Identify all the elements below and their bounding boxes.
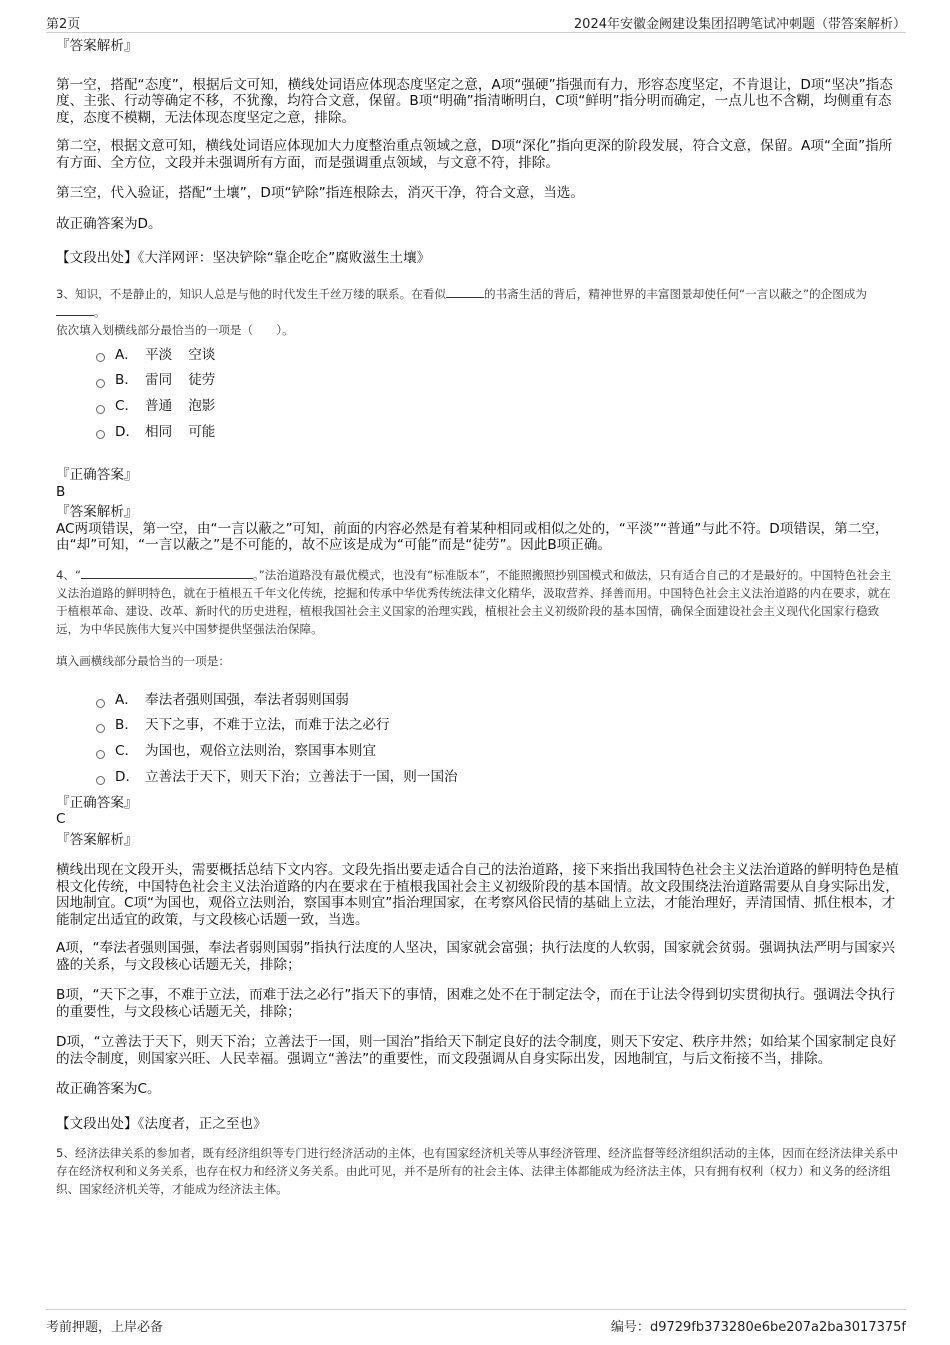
radio-icon[interactable] bbox=[96, 353, 105, 362]
radio-icon[interactable] bbox=[96, 776, 105, 785]
q3-stem: 3、知识，不是静止的，知识人总是与他的时代发生千丝万缕的联系。在看似 的书斋生活的背后，精神世界的丰富图景却使任何“一言以蔽之”的企图成为。 bbox=[56, 286, 867, 319]
q3-answer-title: 『正确答案』 bbox=[56, 467, 138, 484]
q4-answer-title: 『正确答案』 bbox=[56, 794, 138, 811]
question-3 bbox=[56, 285, 902, 554]
q4-analysis-para2: A项，“奉法者强则国强，奉法者弱则国弱”指执行法度的人坚决，国家就会富强；执行法度的人软弱，国家就会贫弱。强调执法严明与国家兴盛的关系，与文段核心话题无关，排除； bbox=[56, 940, 896, 973]
q4-option-d[interactable]: D． 立善法于天下，则天下治；立善法于一国，则一国治 bbox=[96, 765, 902, 791]
q4-analysis-para4: D项，“立善法于天下，则天下治；立善法于一国，则一国治”指给天下制定良好的法令制度，则天下安定、秩序井然；如给某个国家制定良好的法令制度，则国家兴旺、人民幸福。强调立“善法”的重要性，而文段强调从自身实际出发，因地制宜，与后文衔接不当，排除。 bbox=[56, 1034, 897, 1067]
blank-line bbox=[56, 304, 94, 316]
q4-instruction: 填入画横线部分最恰当的一项是： bbox=[56, 653, 230, 668]
q3-analysis: AC两项错误，第一空，由“一言以蔽之”可知，前面的内容必然是有着某种相同或相似之处的，“平淡”“普通”与此不符。D项错误，第二空，由“却”可知，“一言以蔽之”是不可能的，故不应该是成为“可能”而是“徒劳”。因此B项正确。 bbox=[56, 520, 889, 554]
radio-icon[interactable] bbox=[96, 405, 105, 414]
q3-analysis-title: 『答案解析』 bbox=[56, 504, 138, 521]
q3-option-c[interactable]: C． 普通 泡影 bbox=[96, 394, 902, 420]
question-4 bbox=[56, 566, 902, 1132]
document-code: 编号：d9729fb373280e6be207a2ba3017375f bbox=[610, 1320, 906, 1335]
q5-stem: 5、经济法律关系的参加者，既有经济组织等专门进行经济活动的主体，也有国家经济机关等从事经济管理、经济监督等经济组织活动的主体，因而在经济法律关系中存在经济权利和义务关系，也存在权力和经济义务关系。由此可见，并不是所有的社会主体、法律主体都能成为经济法主体，只有拥有权利（权力）和义务的经济组织、国家经济机关等，才能成为经济法主体。 bbox=[56, 1146, 899, 1196]
radio-icon[interactable] bbox=[96, 430, 105, 439]
radio-icon[interactable] bbox=[96, 724, 105, 733]
q4-analysis-para3: B项，“天下之事，不难于立法，而难于法之必行”指天下的事情，困难之处不在于制定法令，而在于让法令得到切实贯彻执行。强调法令执行的重要性，与文段核心话题无关，排除； bbox=[56, 987, 896, 1020]
footer-slogan: 考前押题，上岸必备 bbox=[46, 1320, 164, 1335]
q4-analysis-para1: 横线出现在文段开头，需要概括总结下文内容。文段先指出要走适合自己的法治道路，接下来指出我国特色社会主义法治道路的鲜明特色是植根文化传统，中国特色社会主义法治道路的内在要求在于植根我国社会主义初级阶段的基本国情。故文段围绕法治道路需要从自身实际出发，因地制宜。C项“为国也，观俗立法则治，察国事本则宜”指治理国家，在考察风俗民情的基础上立法，才能治理好，弄清国情、抓住根本，才能制定出适宜的政策，与文段核心话题一致，当选。 bbox=[56, 862, 899, 928]
q4-stem: 4、“ 。”法治道路没有最优模式，也没有“标准版本”，不能照搬照抄别国模式和做法，只有适合自己的才是最好的。中国特色社会主义法治道路的鲜明特色，就在于植根五千年文化传统，挖掘和传承中华优秀传统法律文化精华，汲取营养、择善而用。中国特色社会主义法治道路的内在要求，就在于植根革命、建设、改革、新时代的历史进程，植根我国社会主义国家的治理实践，植根社会主义初级阶段的基本国情，确保全面建设社会主义现代化国家行稳致远，为中华民族伟大复兴中国梦提供坚强法治保障。 bbox=[56, 567, 892, 636]
q3-answer: B bbox=[56, 483, 66, 500]
q3-instruction: 依次填入划横线部分最恰当的一项是（ ）。 bbox=[56, 322, 294, 337]
q2-conclusion: 故正确答案为D。 bbox=[56, 215, 162, 232]
blank-line bbox=[446, 286, 484, 298]
q4-conclusion: 故正确答案为C。 bbox=[56, 1081, 161, 1097]
q2-source: 【文段出处】《大洋网评：坚决铲除“靠企吃企”腐败滋生土壤》 bbox=[56, 250, 431, 266]
q3-option-d[interactable]: D． 相同 可能 bbox=[96, 420, 902, 446]
q2-analysis-title: 『答案解析』 bbox=[56, 38, 138, 54]
radio-icon[interactable] bbox=[96, 379, 105, 388]
page-footer bbox=[46, 1309, 906, 1336]
q4-analysis-title: 『答案解析』 bbox=[56, 831, 138, 848]
document-title: 2024年安徽金阙建设集团招聘笔试冲刺题（带答案解析） bbox=[573, 17, 906, 32]
q2-analysis-para3: 第三空，代入验证，搭配“土壤”，D项“铲除”指连根除去，消灭干净，符合文意，当选。 bbox=[56, 185, 585, 201]
q3-option-b[interactable]: B． 雷同 徒劳 bbox=[96, 368, 902, 394]
q3-options bbox=[96, 343, 902, 446]
document-body bbox=[56, 38, 902, 1198]
q4-option-a[interactable]: A． 奉法者强则国强，奉法者弱则国弱 bbox=[96, 688, 902, 714]
q2-analysis-para1: 第一空，搭配“态度”，根据后文可知，横线处词语应体现态度坚定之意，A项“强硬”指强而有力，形容态度坚定，不肯退让，D项“坚决”指态度、主张、行动等确定不移，不犹豫，均符合文意，保留。B项“明确”指清晰明白，C项“鲜明”指分明而确定，一点儿也不含糊，均侧重有态度，态度不模糊，无法体现态度坚定之意，排除。 bbox=[56, 76, 893, 126]
radio-icon[interactable] bbox=[96, 750, 105, 759]
q4-options bbox=[96, 688, 902, 791]
q4-answer: C bbox=[56, 811, 66, 827]
q3-option-a[interactable]: A． 平淡 空谈 bbox=[96, 343, 902, 369]
radio-icon[interactable] bbox=[96, 699, 105, 708]
page-header bbox=[46, 10, 906, 33]
q4-option-b[interactable]: B． 天下之事，不难于立法，而难于法之必行 bbox=[96, 713, 902, 739]
q2-analysis-para2: 第二空，根据文意可知，横线处词语应体现加大力度整治重点领域之意，D项“深化”指向更深的阶段发展，符合文意，保留。A项“全面”指所有方面、全方位，文段并未强调所有方面，而是强调重点领域，与文意不符，排除。 bbox=[56, 138, 893, 171]
q4-source: 【文段出处】《法度者，正之至也》 bbox=[56, 1115, 267, 1132]
blank-line bbox=[81, 567, 253, 579]
q4-option-c[interactable]: C． 为国也，观俗立法则治，察国事本则宜 bbox=[96, 739, 902, 765]
page-number: 第2页 bbox=[46, 17, 81, 32]
